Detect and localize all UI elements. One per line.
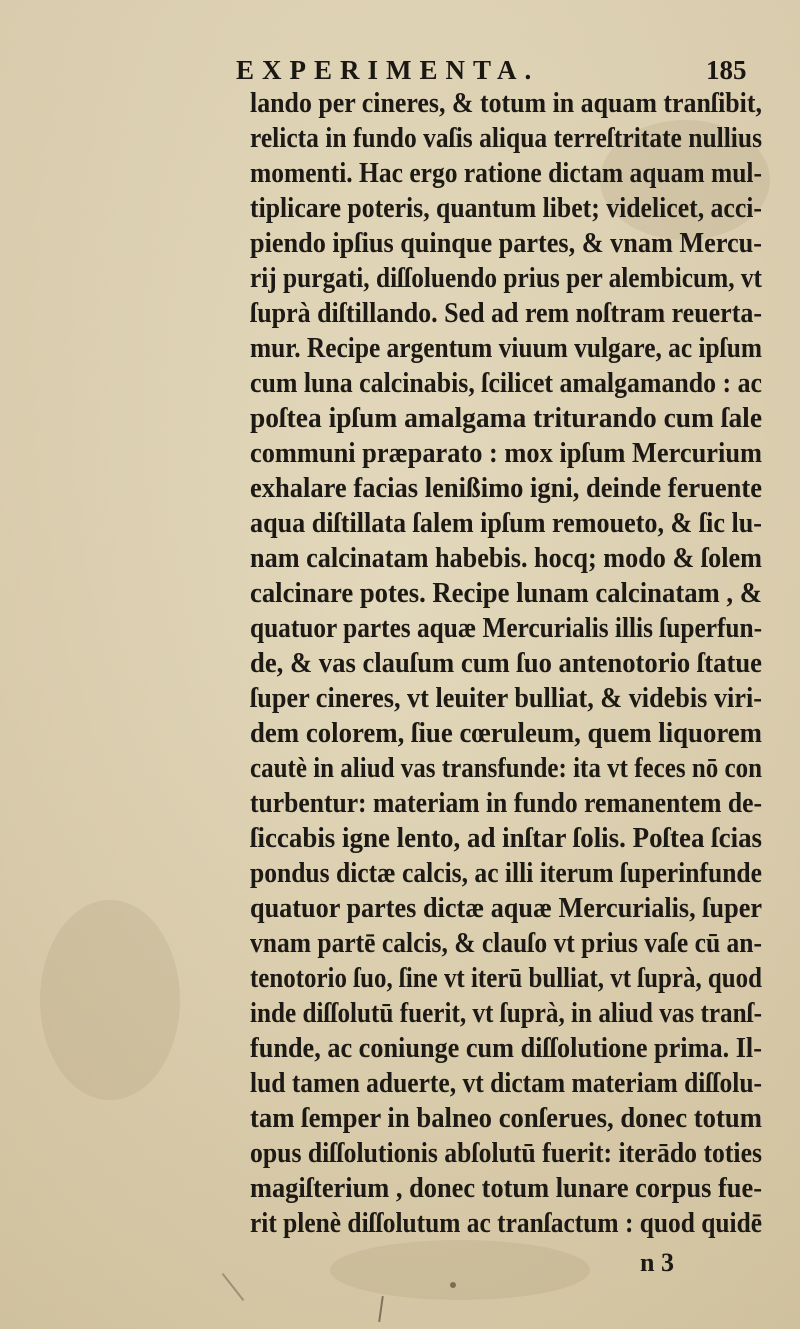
signature-mark: n 3 <box>640 1248 674 1277</box>
text-line: vnam partē calcis, & clauſo vt prius vaſe cū an- <box>250 928 763 959</box>
text-line: rij purgati, diſſoluendo prius per alembicum, vt <box>250 263 763 294</box>
paper-stain <box>40 900 180 1100</box>
text-line: tenotorio ſuo, ſine vt iterū bulliat, vt ſuprà, quod <box>250 963 762 994</box>
ink-dot <box>450 1282 456 1288</box>
text-line: exhalare facias lenißimo igni, deinde feruente <box>250 473 763 504</box>
page-number: 185 <box>706 55 747 85</box>
text-line: cautè in aliud vas transfunde: ita vt feces nō con <box>250 753 763 784</box>
page-header <box>0 55 800 89</box>
text-line: quatuor partes aquæ Mercurialis illis ſuperfun- <box>250 613 763 644</box>
text-line: turbentur: materiam in fundo remanentem de- <box>250 788 763 819</box>
text-line: funde, ac coniunge cum diſſolutione prima. Il- <box>250 1033 762 1064</box>
text-line: momenti. Hac ergo ratione dictam aquam mul- <box>250 158 762 189</box>
text-line: ſuper cineres, vt leuiter bulliat, & videbis viri- <box>250 683 762 714</box>
text-line: cum luna calcinabis, ſcilicet amalgamando : ac <box>250 368 762 399</box>
text-line: calcinare potes. Recipe lunam calcinatam , & <box>250 578 762 609</box>
text-line: pondus dictæ calcis, ac illi iterum ſuperinfunde <box>250 858 762 889</box>
text-line: aqua diſtillata ſalem ipſum remoueto, & ſic lu- <box>250 508 763 539</box>
text-line: opus diſſolutionis abſolutū fuerit: iterādo toties <box>250 1138 762 1169</box>
text-line: quatuor partes dictæ aquæ Mercurialis, ſuper <box>250 893 762 924</box>
text-line: dem colorem, ſiue cœruleum, quem liquorem <box>250 718 763 749</box>
text-line: communi præparato : mox ipſum Mercurium <box>250 438 762 469</box>
ink-scratch <box>378 1296 384 1322</box>
text-line: rit plenè diſſolutum ac tranſactum : quod quidē <box>250 1208 762 1239</box>
text-line: piendo ipſius quinque partes, & vnam Mercu- <box>250 228 762 259</box>
text-line: nam calcinatam habebis. hocq; modo & ſolem <box>250 543 763 574</box>
paper-stain <box>330 1240 590 1300</box>
text-line: de, & vas clauſum cum ſuo antenotorio ſtatue <box>250 648 763 679</box>
text-line: ſiccabis igne lento, ad inſtar ſolis. Poſtea ſcias <box>250 823 763 854</box>
ink-scratch <box>222 1273 245 1301</box>
text-line: inde diſſolutū fuerit, vt ſuprà, in aliud vas tranſ- <box>250 998 763 1029</box>
running-head: EXPERIMENTA. <box>236 55 540 85</box>
text-line: mur. Recipe argentum viuum vulgare, ac ipſum <box>250 333 762 364</box>
text-line: relicta in fundo vaſis aliqua terreſtritate nullius <box>250 123 762 154</box>
text-line: tam ſemper in balneo conſerues, donec totum <box>250 1103 762 1134</box>
text-line: ſuprà diſtillando. Sed ad rem noſtram reuerta- <box>250 298 763 329</box>
text-line: poſtea ipſum amalgama triturando cum ſale <box>250 403 763 434</box>
text-line: magiſterium , donec totum lunare corpus fue- <box>250 1173 762 1204</box>
text-line: lando per cineres, & totum in aquam tranſibit, <box>250 88 762 119</box>
text-line: tiplicare poteris, quantum libet; videlicet, acci- <box>250 193 762 224</box>
text-line: lud tamen aduerte, vt dictam materiam diſſolu- <box>250 1068 763 1099</box>
